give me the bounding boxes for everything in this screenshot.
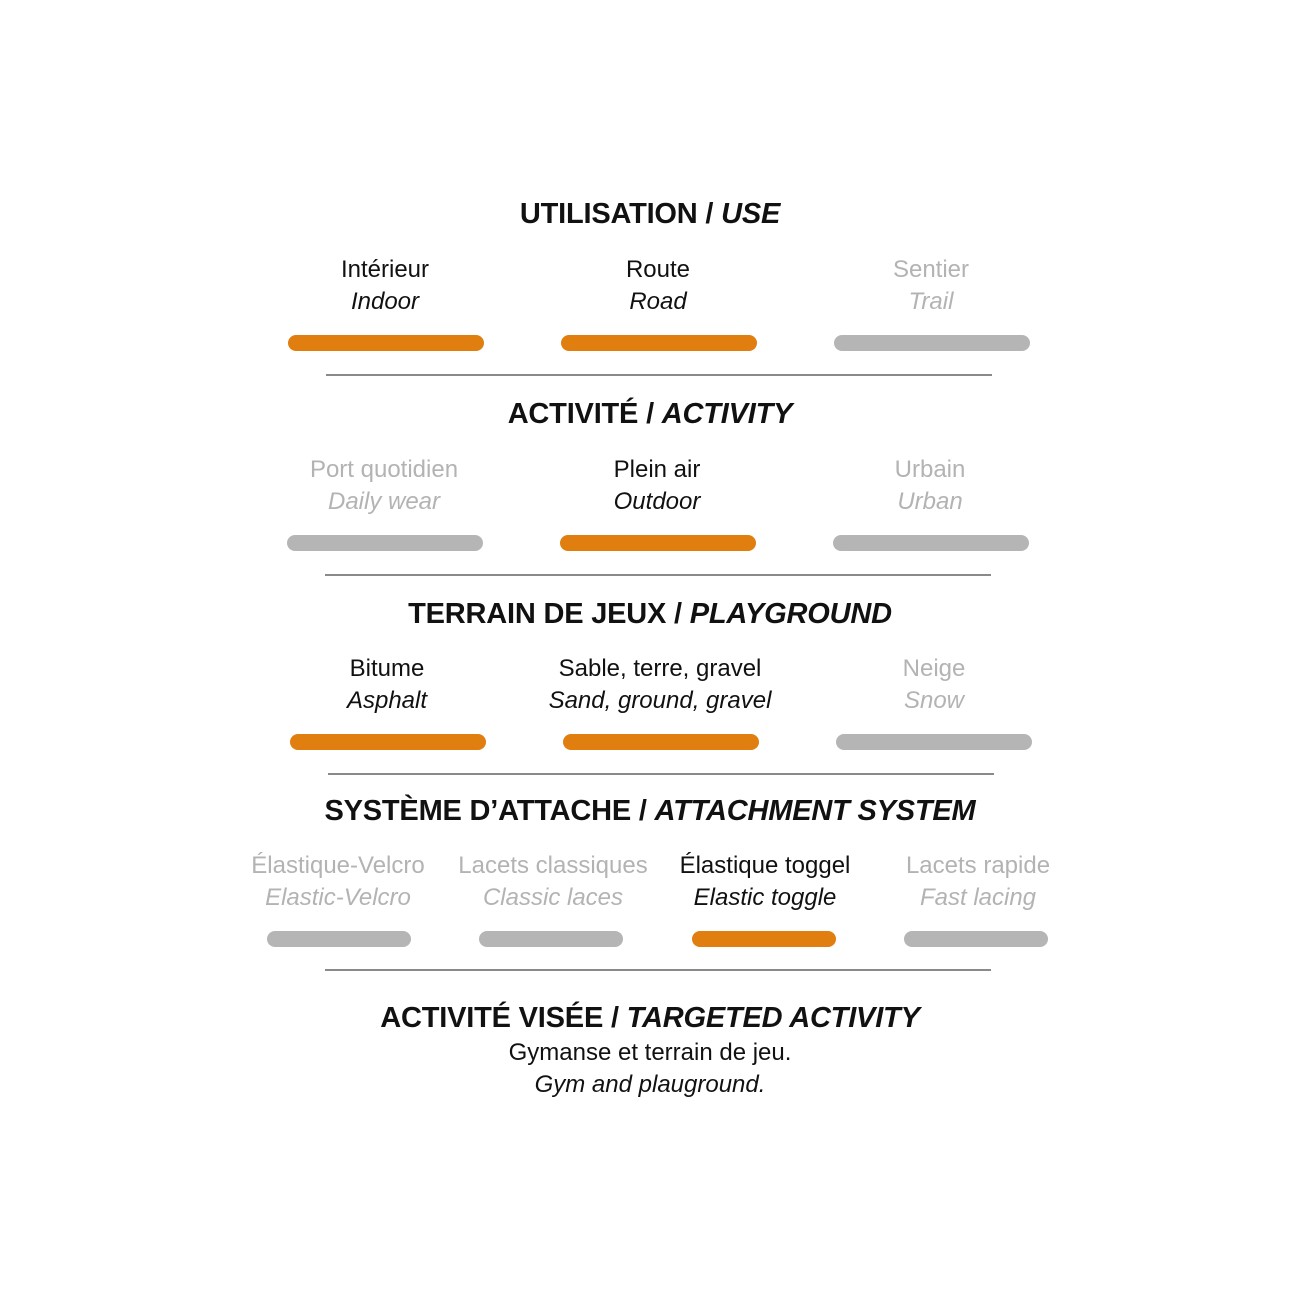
- activity-title-separator: /: [646, 398, 654, 430]
- playground-title-fr: TERRAIN DE JEUX: [408, 598, 667, 630]
- targeted-title-separator: /: [610, 1002, 619, 1034]
- option-label-en: Road: [629, 288, 687, 315]
- use-bar-trail: [834, 335, 1030, 351]
- activity-title-en: ACTIVITY: [661, 398, 793, 430]
- option-label-fr: Route: [625, 256, 691, 283]
- attachment-bar-elastic-toggle: [692, 931, 836, 947]
- option-label-fr: Bitume: [349, 655, 425, 682]
- attachment-title-en: ATTACHMENT SYSTEM: [654, 795, 976, 827]
- attachment-bar-fast-lacing: [904, 931, 1048, 947]
- playground-option-asphalt: [287, 653, 487, 717]
- option-label-fr: Urbain: [894, 456, 966, 483]
- attachment-option-elastic-velcro: [233, 850, 443, 914]
- option-label-fr: Neige: [902, 655, 966, 682]
- attachment-heading: [0, 794, 1300, 828]
- playground-bar-snow: [836, 734, 1032, 750]
- option-label-en: Outdoor: [613, 488, 701, 515]
- divider: [326, 374, 992, 376]
- option-label-en: Fast lacing: [919, 884, 1037, 911]
- option-label-fr: Lacets classiques: [458, 852, 648, 879]
- use-bar-road: [561, 335, 757, 351]
- divider: [325, 969, 991, 971]
- attachment-option-fast-lacing: [878, 850, 1078, 914]
- option-label-fr: Sable, terre, gravel: [558, 655, 762, 682]
- option-label-en: Elastic-Velcro: [265, 884, 411, 911]
- targeted-heading: [0, 1001, 1300, 1035]
- divider: [328, 773, 994, 775]
- activity-option-urban: [830, 454, 1030, 518]
- use-bar-indoor: [288, 335, 484, 351]
- option-label-fr: Port quotidien: [309, 456, 459, 483]
- targeted-title-en: TARGETED ACTIVITY: [626, 1002, 920, 1034]
- option-label-fr: Sentier: [892, 256, 970, 283]
- playground-bar-asphalt: [290, 734, 486, 750]
- activity-option-daily-wear: [274, 454, 494, 518]
- use-option-indoor: [285, 254, 485, 318]
- divider: [325, 574, 991, 576]
- activity-option-outdoor: [557, 454, 757, 518]
- use-heading: [0, 197, 1300, 231]
- option-label-fr: Plein air: [613, 456, 701, 483]
- option-label-en: Elastic toggle: [693, 884, 837, 911]
- option-label-en: Trail: [908, 288, 954, 315]
- use-option-road: [558, 254, 758, 318]
- playground-title-separator: /: [674, 598, 682, 630]
- activity-bar-daily-wear: [287, 535, 483, 551]
- attachment-bar-classic-laces: [479, 931, 623, 947]
- option-label-fr: Lacets rapide: [905, 852, 1051, 879]
- playground-heading: [0, 597, 1300, 631]
- use-title-fr: UTILISATION: [519, 198, 698, 230]
- attachment-title-separator: /: [638, 795, 647, 827]
- option-label-en: Daily wear: [327, 488, 441, 515]
- option-label-en: Sand, ground, gravel: [548, 687, 772, 714]
- targeted-description-fr: Gymanse et terrain de jeu.: [508, 1039, 792, 1066]
- option-label-en: Snow: [903, 687, 965, 714]
- attachment-option-elastic-toggle: [663, 850, 867, 914]
- attachment-title-fr: SYSTÈME D’ATTACHE: [324, 795, 631, 827]
- attachment-option-classic-laces: [443, 850, 663, 914]
- use-option-trail: [831, 254, 1031, 318]
- activity-heading: [0, 397, 1300, 431]
- option-label-en: Indoor: [350, 288, 420, 315]
- activity-bar-outdoor: [560, 535, 756, 551]
- playground-option-snow: [834, 653, 1034, 717]
- attachment-bar-elastic-velcro: [267, 931, 411, 947]
- targeted-description-en: Gym and plauground.: [534, 1071, 766, 1098]
- playground-bar-sand: [563, 734, 759, 750]
- playground-option-sand: [520, 653, 800, 717]
- playground-title-en: PLAYGROUND: [689, 598, 892, 630]
- use-title-en: USE: [721, 198, 781, 230]
- use-title-separator: /: [705, 198, 714, 230]
- option-label-fr: Élastique-Velcro: [251, 852, 425, 879]
- option-label-en: Asphalt: [346, 687, 428, 714]
- activity-title-fr: ACTIVITÉ: [507, 398, 639, 430]
- option-label-fr: Intérieur: [340, 256, 430, 283]
- option-label-fr: Élastique toggel: [679, 852, 851, 879]
- targeted-title-fr: ACTIVITÉ VISÉE: [380, 1002, 604, 1034]
- activity-bar-urban: [833, 535, 1029, 551]
- option-label-en: Classic laces: [482, 884, 624, 911]
- option-label-en: Urban: [897, 488, 963, 515]
